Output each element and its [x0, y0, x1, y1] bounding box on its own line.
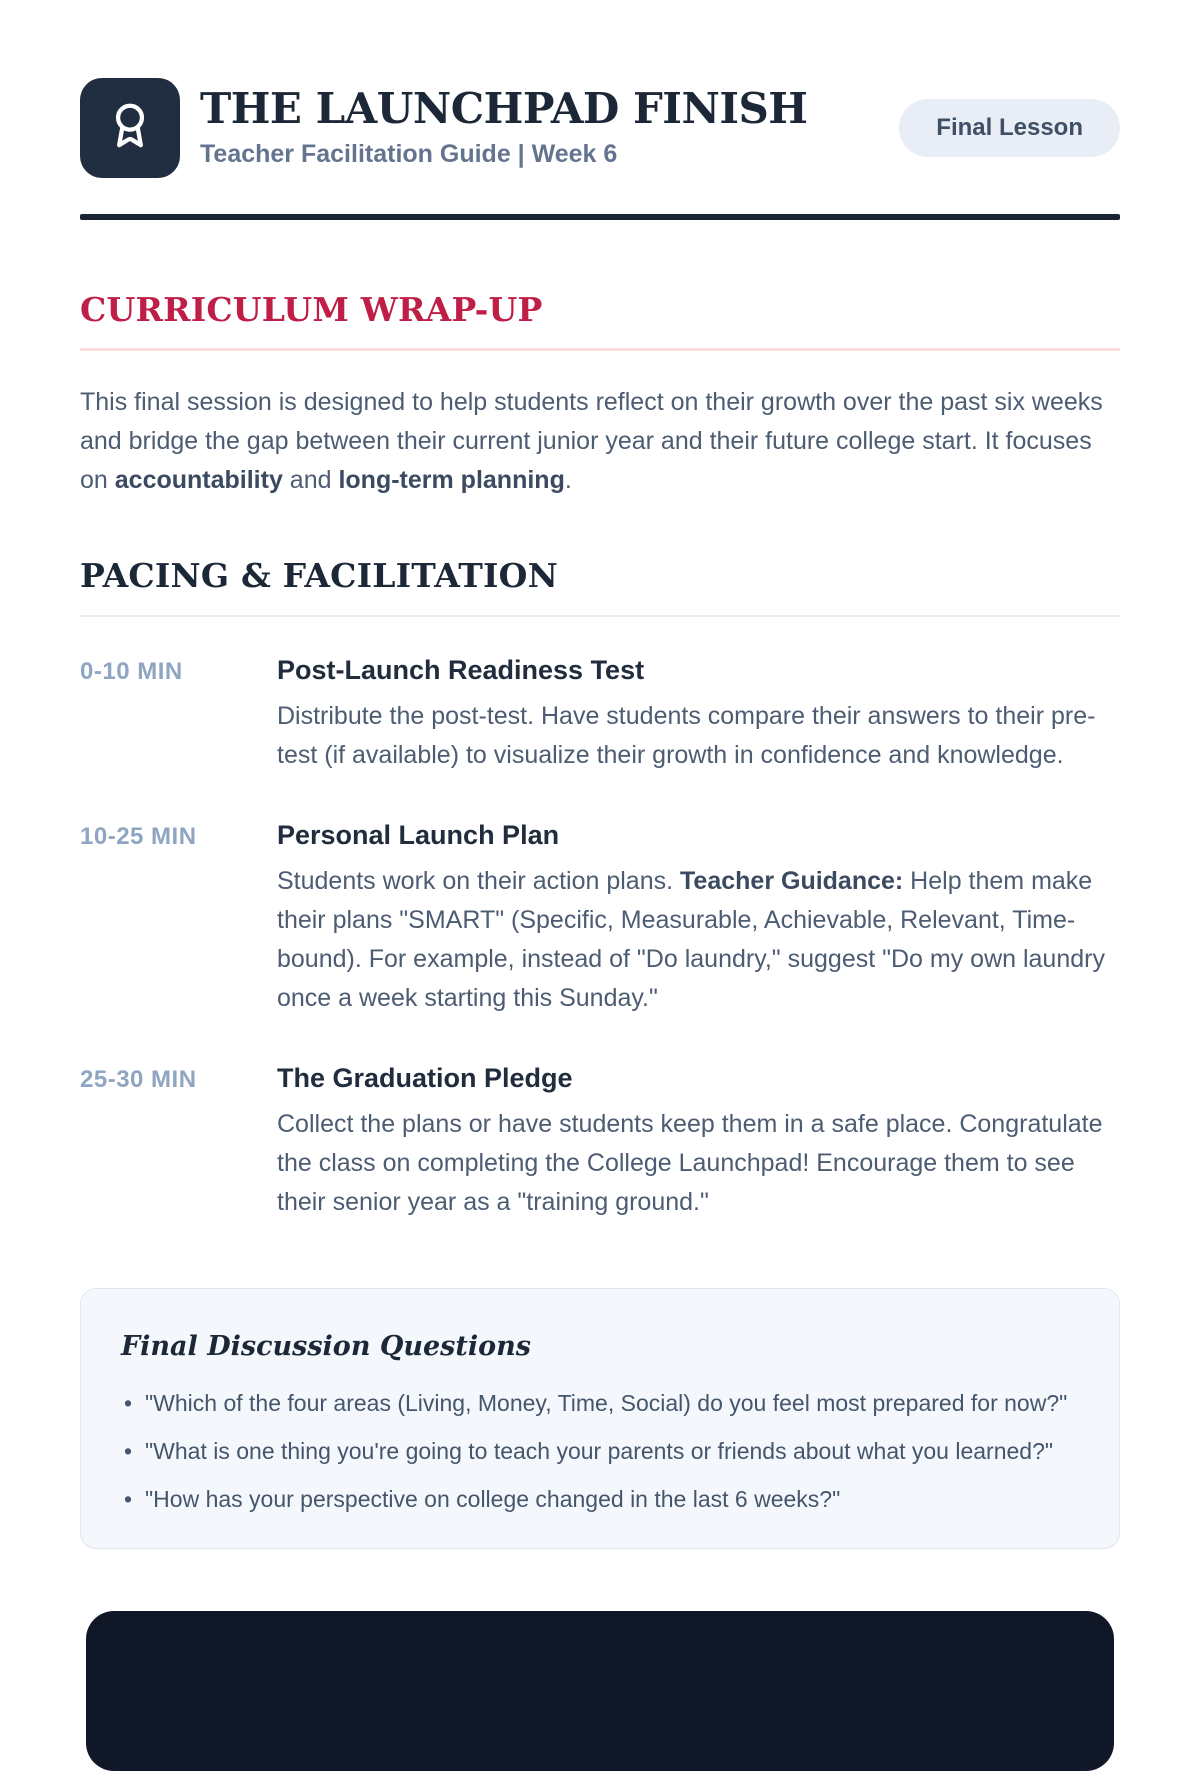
section-curriculum-wrapup: [80, 290, 1120, 500]
curriculum-wrapup-paragraph: [80, 383, 1120, 500]
timeline-item-body: [277, 697, 1120, 775]
timeline-item-content: [277, 820, 1120, 1018]
bottom-dark-card: [86, 1611, 1114, 1771]
timeline-item-content: [277, 1063, 1120, 1222]
timeline-item-personal-launch-plan: [80, 820, 1120, 1018]
timeline-body-bold: Teacher Guidance:: [680, 867, 904, 896]
timeline-body-text: Collect the plans or have students keep them in a safe place. Congratulate the class on completing the College Launchpad! Encourage them to see their senior year as a "training ground.": [277, 1110, 1103, 1217]
document-page: [0, 78, 1200, 1771]
timeline-item-heading: Post-Launch Readiness Test: [277, 655, 645, 686]
timeline-body-text: Help them make their plans "SMART" (Specific, Measurable, Achievable, Relevant, Time-bound). For example, instead of "Do laundry," suggest "Do my own laundry once a week starting this Sunday.": [277, 867, 1105, 1013]
wrapup-text: This final session is designed to help students reflect on their growth over the past six weeks and bridge the gap between their current junior year and their future college start. It focuses on: [80, 387, 1103, 494]
final-lesson-badge: Final Lesson: [899, 99, 1120, 157]
timeline-body-text: Students work on their action plans.: [277, 867, 681, 896]
page-subtitle: Teacher Facilitation Guide | Week 6: [200, 140, 618, 169]
timeline-item-content: [277, 655, 1120, 775]
discussion-question-list: [121, 1388, 1079, 1514]
header-text-block: [200, 83, 808, 169]
timeline-item-body: [277, 1105, 1120, 1222]
wrapup-text: .: [564, 465, 572, 494]
timeline-item-heading: Personal Launch Plan: [277, 820, 560, 851]
time-range-label: 0-10 MIN: [80, 658, 183, 686]
discussion-question: • "What is one thing you're going to teach your parents or friends about what you learned?": [121, 1436, 1079, 1466]
section-pacing-facilitation: [80, 556, 1120, 1223]
award-icon: [103, 99, 157, 158]
timeline-item-post-launch-test: [80, 655, 1120, 775]
wrapup-text: and: [282, 465, 339, 494]
discussion-box-title: Final Discussion Questions: [121, 1331, 531, 1363]
curriculum-wrapup-title: CURRICULUM WRAP-UP: [80, 290, 1120, 351]
discussion-question: • "How has your perspective on college changed in the last 6 weeks?": [121, 1484, 1079, 1514]
final-discussion-questions-box: [80, 1288, 1120, 1549]
wrapup-bold-planning: long-term planning: [338, 465, 565, 494]
award-icon-tile: [80, 78, 180, 178]
pacing-timeline: [80, 655, 1120, 1222]
timeline-item-body: [277, 862, 1120, 1018]
timeline-body-text: Distribute the post-test. Have students compare their answers to their pre-test (if available) to visualize their growth in confidence and knowledge.: [277, 702, 1096, 770]
discussion-question: • "Which of the four areas (Living, Money, Time, Social) do you feel most prepared for now?": [121, 1388, 1079, 1418]
pacing-facilitation-title: PACING & FACILITATION: [80, 556, 1120, 618]
timeline-item-heading: The Graduation Pledge: [277, 1063, 573, 1094]
timeline-item-graduation-pledge: [80, 1063, 1120, 1222]
header-divider: [80, 214, 1120, 220]
wrapup-bold-accountability: accountability: [114, 465, 283, 494]
page-title: THE LAUNCHPAD FINISH: [200, 83, 808, 133]
time-range-label: 10-25 MIN: [80, 823, 197, 851]
document-header: [80, 78, 1120, 178]
time-range-label: 25-30 MIN: [80, 1066, 197, 1094]
